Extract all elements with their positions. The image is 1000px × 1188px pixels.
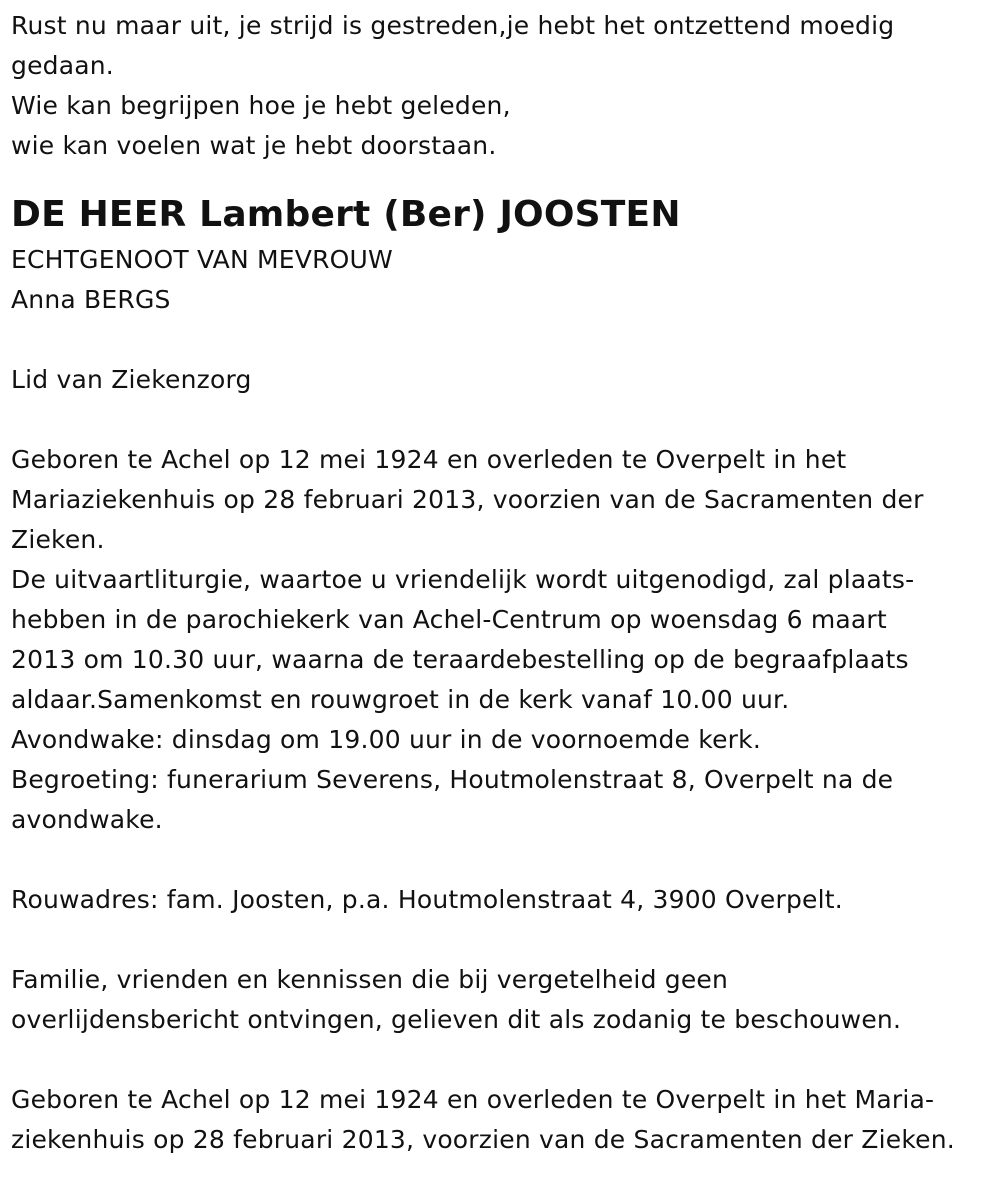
details-line: aldaar.Samenkomst en rouwgroet in de kerk vanaf 10.00 uur. (11, 685, 790, 714)
notice-line: overlijdensbericht ontvingen, gelieven dit als zodanig te beschouwen. (11, 1005, 902, 1034)
deceased-name: DE HEER Lambert (Ber) JOOSTEN (11, 194, 681, 235)
spacer (11, 840, 995, 880)
details-line: Geboren te Achel op 12 mei 1924 en overleden te Overpelt in het (11, 445, 847, 474)
repeat-line: Geboren te Achel op 12 mei 1924 en overleden te Overpelt in het Maria- (11, 1085, 935, 1114)
spacer (11, 920, 995, 960)
membership: Lid van Ziekenzorg (11, 365, 252, 394)
spouse-name: Anna BERGS (11, 285, 171, 314)
poem-line: wie kan voelen wat je hebt doorstaan. (11, 131, 497, 160)
details-line: Begroeting: funerarium Severens, Houtmolenstraat 8, Overpelt na de (11, 765, 894, 794)
details-line: 2013 om 10.30 uur, waarna de teraardebestelling op de begraafplaats (11, 645, 909, 674)
repeat-line: ziekenhuis op 28 februari 2013, voorzien van de Sacramenten der Zieken. (11, 1125, 955, 1154)
details-line: Zieken. (11, 525, 105, 554)
notice-line: Familie, vrienden en kennissen die bij vergetelheid geen (11, 965, 729, 994)
spouse-block (11, 240, 995, 320)
mourning-address: Rouwadres: fam. Joosten, p.a. Houtmolenstraat 4, 3900 Overpelt. (11, 885, 843, 914)
poem-line: gedaan. (11, 51, 114, 80)
spacer (11, 320, 995, 360)
details-line: avondwake. (11, 805, 163, 834)
spacer (11, 1040, 995, 1080)
notice-block (11, 960, 995, 1040)
obituary-notice (11, 6, 995, 1160)
details-block (11, 440, 995, 840)
poem-line: Rust nu maar uit, je strijd is gestreden,je hebt het ontzettend moedig (11, 11, 895, 40)
poem-line: Wie kan begrijpen hoe je hebt geleden, (11, 91, 511, 120)
spouse-label: ECHTGENOOT VAN MEVROUW (11, 245, 393, 274)
details-line: De uitvaartliturgie, waartoe u vriendelijk wordt uitgenodigd, zal plaats- (11, 565, 915, 594)
details-line: Mariaziekenhuis op 28 februari 2013, voorzien van de Sacramenten der (11, 485, 924, 514)
details-line: Avondwake: dinsdag om 19.00 uur in de voornoemde kerk. (11, 725, 761, 754)
poem-block (11, 6, 995, 166)
spacer (11, 400, 995, 440)
repeat-block (11, 1080, 995, 1160)
details-line: hebben in de parochiekerk van Achel-Centrum op woensdag 6 maart (11, 605, 887, 634)
